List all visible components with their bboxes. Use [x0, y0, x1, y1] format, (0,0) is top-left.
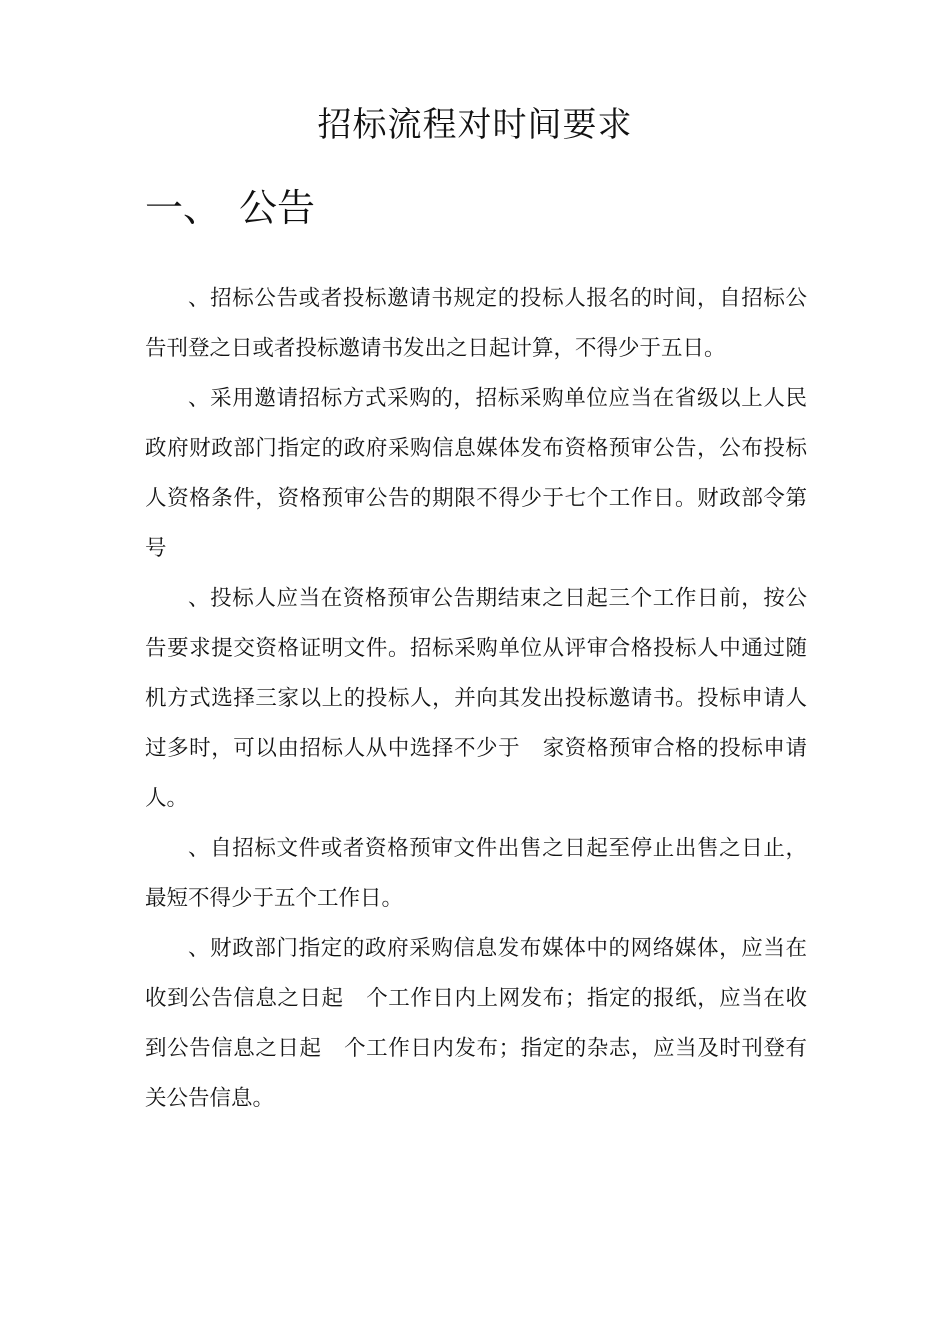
paragraph-1: 、招标公告或者投标邀请书规定的投标人报名的时间，自招标公告刊登之日或者投标邀请书发出之日起计算，不得少于五日。	[145, 286, 807, 361]
section-number: 一、	[145, 186, 222, 230]
section-body	[145, 274, 829, 1124]
paragraph-5-part-3: 个工作日内发布；指定的杂志，应当及时刊登有关公告信息。	[145, 1036, 807, 1111]
paragraph-2: 、采用邀请招标方式采购的，招标采购单位应当在省级以上人民政府财政部门指定的政府采购信息媒体发布资格预审公告，公布投标人资格条件，资格预审公告的期限不得少于七个工作日。财政部令第 号	[145, 386, 829, 561]
document-title: 招标流程对时间要求	[317, 105, 633, 145]
paragraph-5-part-1: 、财政部门指定的政府采购信息发布媒体中的网络媒体，应当在收到公告信息之日起	[145, 936, 807, 1011]
paragraph-3	[145, 574, 807, 824]
paragraph-4: 、自招标文件或者资格预审文件出售之日起至停止出售之日止，最短不得少于五个工作日。	[145, 836, 807, 911]
paragraph-3-part-1: 、投标人应当在资格预审公告期结束之日起三个工作日前，按公告要求提交资格证明文件。招标采购单位从评审合格投标人中通过随机方式选择三家以上的投标人，并向其发出投标邀请书。投标申请人过多时，可以由招标人从中选择不少于	[145, 586, 807, 761]
paragraph-3-part-2: 家资格预审合格的投标申请人。	[145, 736, 807, 811]
paragraph-5	[145, 924, 807, 1124]
paragraph-5-part-2: 个工作日内上网发布；指定的报纸，应当在收到公告信息之日起	[145, 986, 807, 1061]
section-heading	[145, 182, 315, 234]
section-title: 公告	[239, 186, 316, 230]
